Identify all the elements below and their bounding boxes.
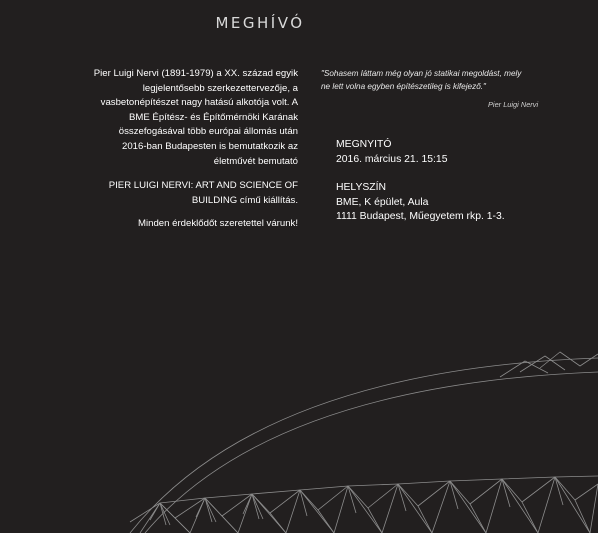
- welcome-text: Minden érdeklődőt szeretettel várunk!: [138, 218, 298, 230]
- opening-datetime: 2016. március 21. 15:15: [336, 153, 448, 165]
- page-title: MEGHÍVÓ: [215, 14, 305, 32]
- exhibition-line: PIER LUIGI NERVI: ART AND SCIENCE OF: [108, 180, 298, 192]
- page-margin: [598, 0, 607, 533]
- intro-line: Pier Luigi Nervi (1891-1979) a XX. század egyik: [93, 68, 298, 79]
- quote-line: ne lett volna egyben építészetileg is kifejező.": [321, 82, 486, 91]
- intro-line: életművét bemutató: [213, 155, 298, 167]
- intro-line: BME Építész- és Építőmérnöki Karának: [128, 111, 298, 123]
- intro-line: vasbetonépítészet nagy hatású alkotója volt. A: [100, 97, 298, 109]
- intro-line: összefogásával több európai állomás után: [118, 126, 298, 138]
- venue-address: 1111 Budapest, Műegyetem rkp. 1-3.: [336, 211, 505, 222]
- exhibition-line: BUILDING című kiállítás.: [191, 194, 298, 206]
- quote-line: "Sohasem láttam még olyan jó statikai megoldást, mely: [321, 69, 522, 78]
- opening-label: MEGNYITÓ: [336, 139, 392, 150]
- quote-author: Pier Luigi Nervi: [488, 100, 539, 109]
- intro-line: 2016-ban Budapesten is bemutatkozik az: [122, 140, 298, 152]
- venue-building: BME, K épület, Aula: [336, 196, 429, 208]
- venue-label: HELYSZÍN: [336, 182, 387, 193]
- intro-line: legjelentősebb szerkezettervezője, a: [142, 82, 298, 94]
